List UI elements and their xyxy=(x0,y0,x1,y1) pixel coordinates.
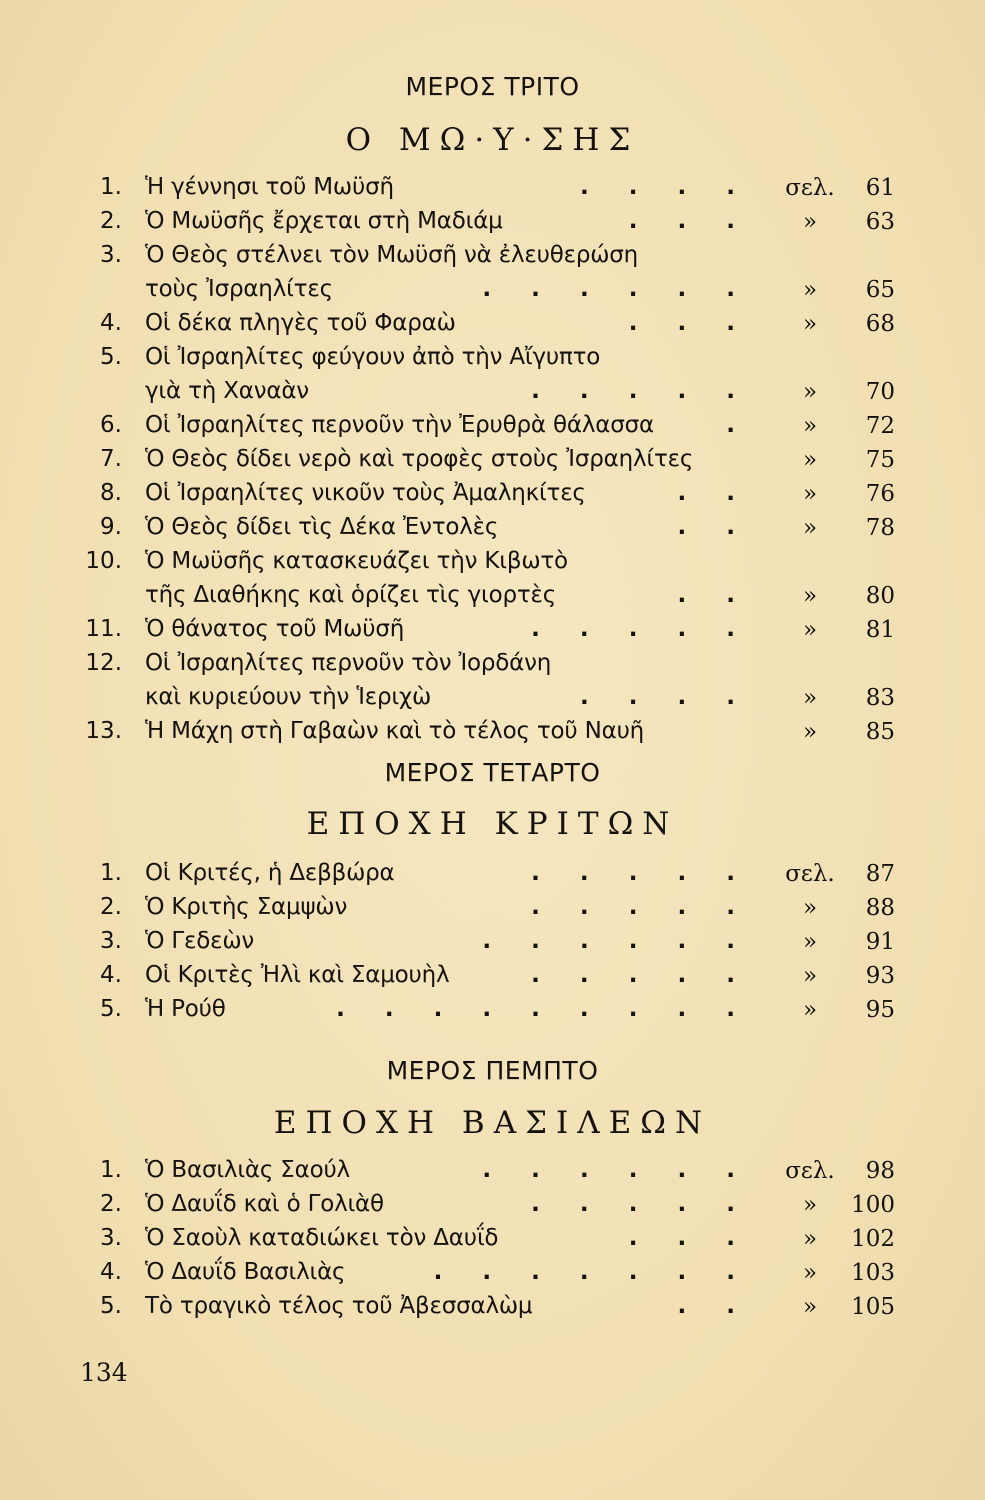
toc-entry xyxy=(0,1257,985,1291)
toc-entry xyxy=(0,960,985,994)
part-heading: ΜΕΡΟΣ ΤΕΤΑΡΤΟ xyxy=(384,758,601,787)
page-number: 134 xyxy=(80,1358,128,1387)
entry-title: Οἱ δέκα πληγὲς τοῦ Φαραὼ xyxy=(145,310,456,336)
entry-title: Ὁ Μωϋσῆς κατασκευάζει τὴν Κιβωτὸ xyxy=(145,548,568,574)
entry-page-number: 93 xyxy=(865,963,895,989)
section-title: Ο ΜΩ·Υ·ΣΗΣ xyxy=(345,122,640,158)
toc-entry xyxy=(0,926,985,960)
toc-entry xyxy=(0,1223,985,1257)
entry-number: 3. xyxy=(100,242,122,268)
toc-entry xyxy=(0,478,985,512)
entry-title: Ὁ Θεὸς δίδει τὶς Δέκα Ἐντολὲς xyxy=(145,514,499,540)
entry-title: Οἱ Ἰσραηλίτες νικοῦν τοὺς Ἀμαληκίτες xyxy=(145,480,586,506)
entry-number: 2. xyxy=(100,894,122,920)
page-ref-marker: » xyxy=(802,515,818,541)
entry-number: 7. xyxy=(100,446,122,472)
page-ref-marker: » xyxy=(802,1260,818,1286)
page-ref-marker: σελ. xyxy=(785,1158,835,1184)
entry-page-number: 100 xyxy=(851,1192,895,1218)
entry-title: Ὁ Δαυΐδ Βασιλιὰς xyxy=(145,1259,346,1285)
section-title: ΕΠΟΧΗ ΒΑΣΙΛΕΩΝ xyxy=(273,1105,712,1141)
entry-title: τοὺς Ἰσραηλίτες xyxy=(145,276,333,302)
page-ref-marker: » xyxy=(802,447,818,473)
entry-title: Ὁ Θεὸς δίδει νερὸ καὶ τροφὲς στοὺς Ἰσραηλίτες xyxy=(145,446,694,472)
part-heading: ΜΕΡΟΣ ΤΡΙΤΟ xyxy=(405,72,580,101)
toc-entry xyxy=(0,546,985,580)
entry-title: Ὁ Γεδεὼν xyxy=(145,928,255,954)
leader-dots: . . . . . xyxy=(531,616,735,642)
entry-title: Οἱ Κριτές, ἡ Δεββώρα xyxy=(145,860,395,886)
entry-title: Ὁ Σαοὺλ καταδιώκει τὸν Δαυΐδ xyxy=(145,1225,499,1251)
page-ref-marker: σελ. xyxy=(785,861,835,887)
entry-title: Ὁ Κριτὴς Σαμψὼν xyxy=(145,894,348,920)
entry-title: Ἡ Ρούθ xyxy=(145,996,226,1022)
leader-dots: . . . xyxy=(628,310,735,336)
entry-title: τῆς Διαθήκης καὶ ὁρίζει τὶς γιορτὲς xyxy=(145,582,557,608)
entry-page-number: 76 xyxy=(865,481,895,507)
entry-number: 9. xyxy=(100,514,122,540)
entry-number: 13. xyxy=(85,718,122,744)
page-ref-marker: » xyxy=(802,277,818,303)
entry-title: Ὁ Δαυΐδ καὶ ὁ Γολιὰθ xyxy=(145,1191,384,1217)
entry-title: Τὸ τραγικὸ τέλος τοῦ Ἀβεσσαλὼμ xyxy=(145,1293,533,1319)
toc-list xyxy=(0,858,985,1028)
entry-page-number: 75 xyxy=(865,447,895,473)
leader-dots: . . . . . . xyxy=(482,1157,735,1183)
leader-dots: . . . . xyxy=(579,684,735,710)
toc-entry xyxy=(0,172,985,206)
entry-number: 3. xyxy=(100,1225,122,1251)
leader-dots: . . . . . xyxy=(531,1191,735,1217)
entry-page-number: 83 xyxy=(865,685,895,711)
leader-dots: . . xyxy=(677,514,735,540)
entry-page-number: 105 xyxy=(851,1294,895,1320)
toc-entry xyxy=(0,648,985,682)
entry-number: 5. xyxy=(100,1293,122,1319)
page-ref-marker: » xyxy=(802,481,818,507)
entry-page-number: 78 xyxy=(865,515,895,541)
toc-list xyxy=(0,172,985,750)
leader-dots: . . . . . . . . . xyxy=(336,996,735,1022)
entry-title: Οἱ Ἰσραηλίτες περνοῦν τὸν Ἰορδάνη xyxy=(145,650,552,676)
entry-title: Οἱ Ἰσραηλίτες φεύγουν ἀπὸ τὴν Αἴγυπτο xyxy=(145,344,601,370)
page-ref-marker: » xyxy=(802,719,818,745)
entry-title: Ἡ Μάχη στὴ Γαβαὼν καὶ τὸ τέλος τοῦ Ναυῆ xyxy=(145,718,645,744)
toc-entry xyxy=(0,614,985,648)
toc-entry xyxy=(0,994,985,1028)
toc-entry-continuation xyxy=(0,580,985,614)
leader-dots: . xyxy=(726,412,735,438)
page-ref-marker: » xyxy=(802,1192,818,1218)
toc-list xyxy=(0,1155,985,1325)
entry-title: Ὁ Μωϋσῆς ἔρχεται στὴ Μαδιάμ xyxy=(145,208,503,234)
leader-dots: . . . . . xyxy=(531,378,735,404)
entry-page-number: 61 xyxy=(865,175,895,201)
entry-number: 2. xyxy=(100,208,122,234)
leader-dots: . . . . . xyxy=(531,962,735,988)
toc-entry xyxy=(0,240,985,274)
entry-number: 4. xyxy=(100,1259,122,1285)
toc-entry xyxy=(0,342,985,376)
page-ref-marker: » xyxy=(802,963,818,989)
entry-title: Ὁ Θεὸς στέλνει τὸν Μωϋσῆ νὰ ἐλευθερώση xyxy=(145,242,639,268)
toc-entry xyxy=(0,410,985,444)
entry-number: 11. xyxy=(85,616,122,642)
entry-number: 3. xyxy=(100,928,122,954)
entry-title: καὶ κυριεύουν τὴν Ἱεριχὼ xyxy=(145,684,432,710)
leader-dots: . . . xyxy=(628,208,735,234)
page-ref-marker: » xyxy=(802,311,818,337)
entry-number: 4. xyxy=(100,310,122,336)
entry-page-number: 98 xyxy=(865,1158,895,1184)
leader-dots: . . xyxy=(677,582,735,608)
entry-number: 5. xyxy=(100,996,122,1022)
entry-title: γιὰ τὴ Χαναὰν xyxy=(145,378,309,404)
entry-page-number: 102 xyxy=(851,1226,895,1252)
entry-number: 10. xyxy=(85,548,122,574)
entry-title: Ὁ θάνατος τοῦ Μωϋσῆ xyxy=(145,616,405,642)
toc-entry xyxy=(0,308,985,342)
page-ref-marker: σελ. xyxy=(785,175,835,201)
entry-page-number: 70 xyxy=(865,379,895,405)
entry-page-number: 87 xyxy=(865,861,895,887)
page-ref-marker: » xyxy=(802,895,818,921)
entry-title: Ἡ γέννησι τοῦ Μωϋσῆ xyxy=(145,174,394,200)
page-ref-marker: » xyxy=(802,685,818,711)
page-ref-marker: » xyxy=(802,379,818,405)
toc-entry xyxy=(0,1189,985,1223)
page-ref-marker: » xyxy=(802,997,818,1023)
entry-number: 6. xyxy=(100,412,122,438)
entry-page-number: 72 xyxy=(865,413,895,439)
toc-entry xyxy=(0,1291,985,1325)
toc-entry xyxy=(0,1155,985,1189)
entry-number: 5. xyxy=(100,344,122,370)
entry-page-number: 80 xyxy=(865,583,895,609)
toc-entry-continuation xyxy=(0,376,985,410)
page-ref-marker: » xyxy=(802,413,818,439)
part-heading: ΜΕΡΟΣ ΠΕΜΠΤΟ xyxy=(386,1056,599,1085)
page-ref-marker: » xyxy=(802,929,818,955)
page-ref-marker: » xyxy=(802,617,818,643)
entry-page-number: 103 xyxy=(851,1260,895,1286)
entry-page-number: 85 xyxy=(865,719,895,745)
entry-page-number: 81 xyxy=(865,617,895,643)
page-ref-marker: » xyxy=(802,1294,818,1320)
entry-number: 2. xyxy=(100,1191,122,1217)
leader-dots: . . . xyxy=(628,1225,735,1251)
leader-dots: . . xyxy=(677,480,735,506)
entry-number: 1. xyxy=(100,1157,122,1183)
leader-dots: . . . . . xyxy=(531,894,735,920)
entry-page-number: 63 xyxy=(865,209,895,235)
toc-entry xyxy=(0,892,985,926)
section-title: ΕΠΟΧΗ ΚΡΙΤΩΝ xyxy=(306,806,679,842)
entry-title: Ὁ Βασιλιὰς Σαούλ xyxy=(145,1157,350,1183)
entry-page-number: 65 xyxy=(865,277,895,303)
entry-number: 12. xyxy=(85,650,122,676)
entry-number: 4. xyxy=(100,962,122,988)
leader-dots: . . . . . . xyxy=(482,928,735,954)
entry-page-number: 68 xyxy=(865,311,895,337)
entry-number: 1. xyxy=(100,174,122,200)
entry-title: Οἱ Ἰσραηλίτες περνοῦν τὴν Ἐρυθρὰ θάλασσα xyxy=(145,412,654,438)
leader-dots: . . . . . . xyxy=(482,276,735,302)
toc-entry xyxy=(0,444,985,478)
toc-entry xyxy=(0,858,985,892)
entry-number: 8. xyxy=(100,480,122,506)
entry-title: Οἱ Κριτὲς Ἠλὶ καὶ Σαμουὴλ xyxy=(145,962,450,988)
entry-page-number: 88 xyxy=(865,895,895,921)
toc-entry xyxy=(0,206,985,240)
leader-dots: . . . . . . . xyxy=(433,1259,735,1285)
toc-entry xyxy=(0,512,985,546)
entry-number: 1. xyxy=(100,860,122,886)
leader-dots: . . . . xyxy=(579,174,735,200)
entry-page-number: 95 xyxy=(865,997,895,1023)
toc-entry-continuation xyxy=(0,274,985,308)
page-ref-marker: » xyxy=(802,1226,818,1252)
entry-page-number: 91 xyxy=(865,929,895,955)
toc-entry-continuation xyxy=(0,682,985,716)
leader-dots: . . xyxy=(677,1293,735,1319)
page-ref-marker: » xyxy=(802,209,818,235)
toc-entry xyxy=(0,716,985,750)
leader-dots: . . . . . xyxy=(531,860,735,886)
page-ref-marker: » xyxy=(802,583,818,609)
